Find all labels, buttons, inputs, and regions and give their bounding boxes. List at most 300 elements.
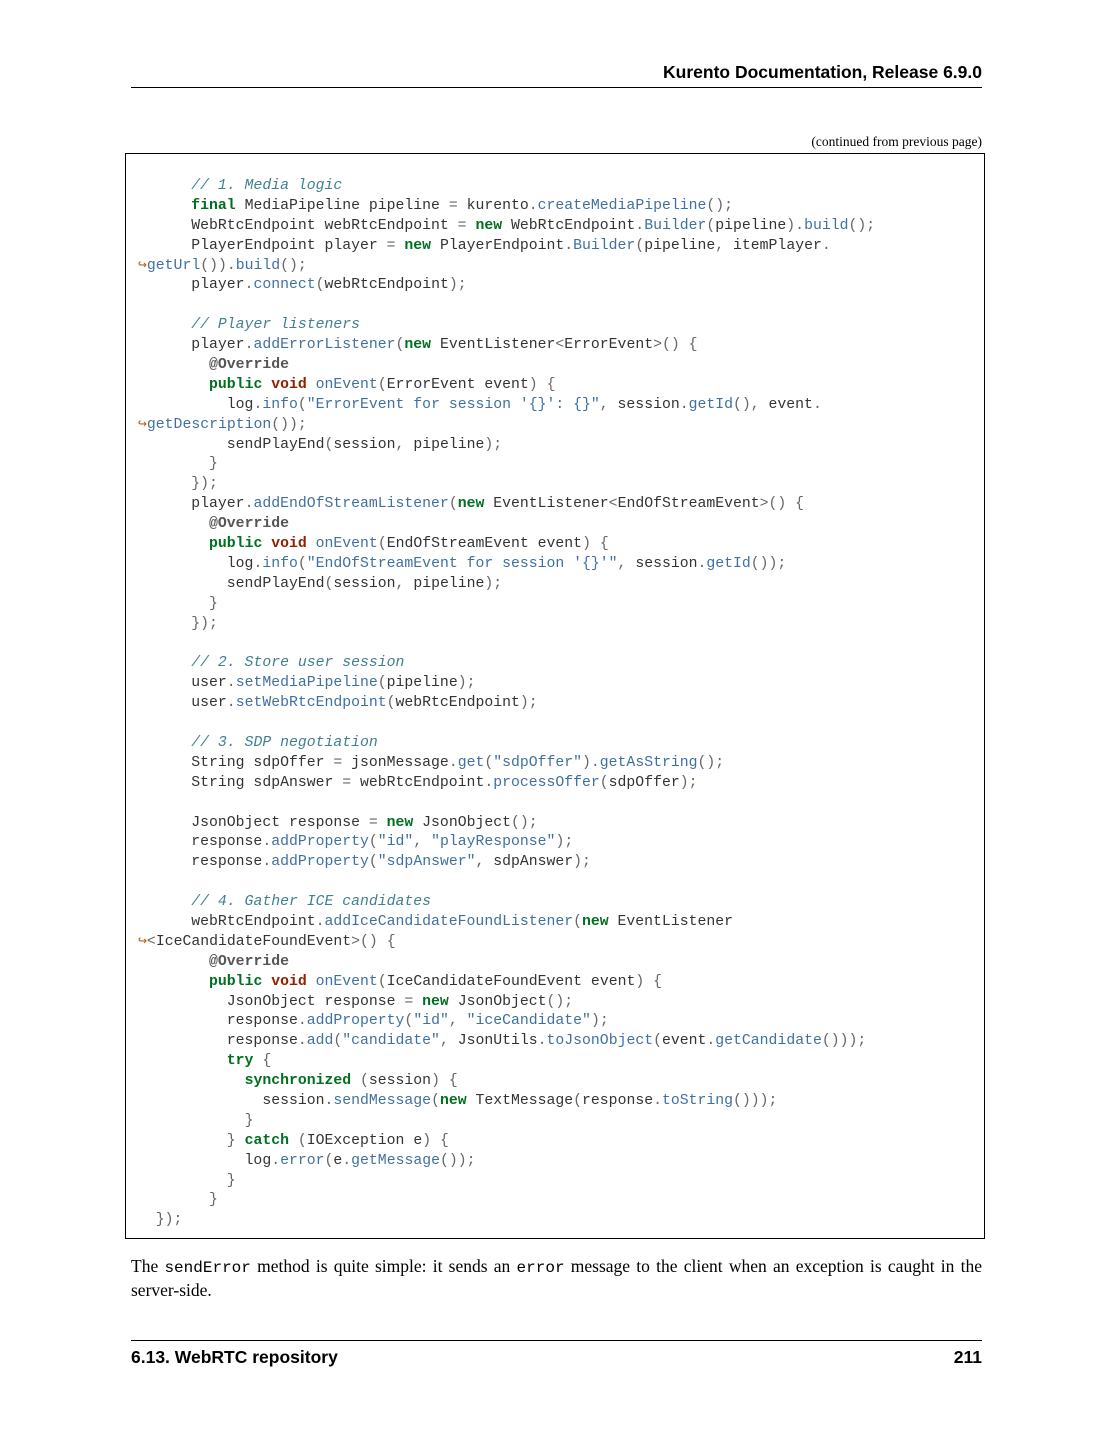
code-token: .: [635, 217, 645, 234]
code-token: get: [457, 754, 485, 771]
code-token: =: [404, 993, 414, 1010]
code-token: (: [404, 1013, 414, 1030]
code-token: .: [528, 197, 538, 214]
code-token: [138, 954, 209, 970]
code-token: });: [155, 1212, 183, 1229]
code-token: [138, 1212, 156, 1228]
code-token: webRtcEndpoint: [395, 695, 520, 712]
code-token: final: [191, 197, 236, 214]
code-line: [138, 774, 875, 794]
code-token: ()));: [821, 1033, 867, 1050]
code-token: public: [209, 536, 263, 553]
code-token: {: [653, 973, 663, 990]
code-line: [138, 595, 875, 615]
code-token: [262, 974, 271, 990]
code-token: sendPlayEnd: [138, 436, 325, 453]
code-token: ();: [546, 993, 574, 1010]
code-token: player: [138, 277, 245, 294]
code-token: (: [573, 1092, 583, 1109]
code-token: response: [582, 1092, 654, 1109]
code-line: [138, 356, 875, 376]
code-token: user: [138, 695, 227, 712]
code-token: response: [138, 834, 263, 851]
code-token: (: [377, 973, 387, 990]
code-token: EndOfStreamEvent: [617, 496, 760, 513]
code-line: [138, 953, 875, 973]
code-token: ).: [786, 217, 805, 234]
code-token: log: [138, 555, 254, 572]
paragraph-text: The: [131, 1256, 165, 1276]
code-token: );: [573, 854, 591, 871]
code-token: addErrorListener: [253, 337, 396, 354]
code-token: jsonMessage: [342, 754, 449, 771]
code-token: toString: [661, 1092, 734, 1109]
code-line: [138, 1132, 875, 1152]
code-token: [138, 1192, 209, 1208]
code-token: void: [271, 376, 307, 393]
code-token: }: [209, 456, 218, 473]
code-token: setWebRtcEndpoint: [235, 695, 387, 712]
code-token: MediaPipeline pipeline: [235, 197, 449, 214]
continued-label: (continued from previous page): [811, 134, 982, 149]
code-token: ,: [448, 1013, 458, 1030]
code-token: }: [209, 1192, 218, 1209]
code-token: // 2. Store user session: [191, 655, 405, 672]
code-token: public: [209, 376, 263, 393]
code-token: ): [431, 1073, 440, 1090]
code-token: event: [661, 1033, 707, 1050]
code-token: });: [191, 615, 218, 632]
code-token: [138, 1133, 227, 1149]
code-token: @Override: [209, 953, 289, 970]
code-token: [378, 934, 387, 950]
code-token: .: [244, 496, 254, 513]
code-token: (: [573, 913, 583, 930]
code-token: }: [226, 1132, 236, 1149]
code-token: synchronized: [244, 1073, 352, 1090]
code-token: ErrorEvent: [564, 337, 654, 354]
code-token: ,: [599, 396, 609, 413]
code-token: session: [333, 575, 396, 592]
code-token: .: [448, 754, 458, 771]
line-continuation-arrow: ↪: [138, 416, 147, 433]
code-line: [138, 1032, 875, 1052]
code-token: String sdpOffer: [138, 754, 334, 771]
code-token: toJsonObject: [546, 1033, 654, 1050]
code-line: [138, 1052, 875, 1072]
code-token: [138, 178, 191, 194]
code-line: [138, 794, 875, 814]
code-token: (: [324, 436, 334, 453]
code-token: webRtcEndpoint: [138, 913, 316, 930]
code-line: [138, 197, 875, 217]
paragraph-text: message to the client when an exception is caught in the server-side.: [131, 1256, 983, 1300]
code-token: getId: [688, 396, 734, 413]
code-token: JsonObject: [413, 814, 511, 831]
code-token: [138, 894, 191, 910]
code-token: (: [368, 834, 378, 851]
code-line: [138, 933, 875, 953]
code-token: (: [386, 695, 396, 712]
code-line: [138, 257, 875, 277]
code-line: [138, 814, 875, 834]
code-token: getDescription: [146, 416, 272, 433]
code-line: [138, 853, 875, 873]
code-token: ,: [395, 575, 405, 592]
code-token: ();: [848, 217, 876, 234]
code-token: .: [315, 913, 325, 930]
code-token: ): [528, 376, 538, 393]
code-token: "playResponse": [431, 834, 556, 851]
code-token: ): [422, 1132, 432, 1149]
code-token: session: [608, 396, 680, 413]
code-token: }: [209, 595, 218, 612]
code-token: );: [590, 1013, 609, 1030]
code-token: getAsString: [599, 754, 698, 771]
code-token: new: [457, 496, 485, 513]
code-token: sendPlayEnd: [138, 575, 325, 592]
code-token: [262, 536, 271, 552]
code-token: onEvent: [315, 376, 378, 393]
code-token: itemPlayer: [724, 237, 822, 254]
page-number: 211: [953, 1347, 982, 1367]
code-token: "sdpAnswer": [377, 854, 476, 871]
code-token: ();: [706, 197, 733, 214]
code-token: ,: [715, 237, 725, 254]
code-token: .: [564, 237, 574, 254]
code-token: response: [138, 1033, 298, 1050]
code-token: catch: [244, 1132, 289, 1149]
code-token: (),: [733, 396, 760, 413]
code-token: (: [484, 754, 494, 771]
code-token: [378, 815, 387, 831]
code-token: ,: [395, 436, 405, 453]
code-token: (: [324, 575, 334, 592]
code-token: (: [706, 217, 716, 234]
code-token: );: [679, 774, 698, 791]
code-token: [680, 337, 689, 353]
code-token: session: [333, 436, 396, 453]
code-token: [307, 974, 316, 990]
code-token: ,: [413, 834, 423, 851]
code-token: );: [484, 436, 503, 453]
code-token: {: [599, 536, 609, 553]
code-token: [138, 198, 191, 214]
code-token: JsonObject: [448, 993, 547, 1010]
code-token: info: [262, 555, 298, 572]
code-token: user: [138, 675, 227, 692]
code-token: [538, 377, 547, 393]
code-token: .: [262, 834, 272, 851]
code-token: [138, 655, 191, 671]
code-token: addProperty: [306, 1013, 405, 1030]
code-token: connect: [253, 277, 316, 294]
code-token: session: [138, 1092, 325, 1109]
code-token: [138, 974, 209, 990]
code-token: ,: [475, 854, 485, 871]
code-line: [138, 714, 875, 734]
code-token: getMessage: [351, 1152, 440, 1169]
code-token: "id": [413, 1013, 449, 1030]
code-token: (: [635, 237, 645, 254]
code-token: (: [360, 1073, 369, 1090]
code-token: .: [812, 396, 822, 413]
code-line: [138, 276, 875, 296]
code-line: [138, 754, 875, 774]
code-token: WebRtcEndpoint webRtcEndpoint: [138, 217, 458, 234]
code-token: addProperty: [271, 854, 369, 871]
code-line: [138, 654, 875, 674]
code-token: new: [404, 337, 432, 354]
code-line: [138, 893, 875, 913]
code-token: new: [404, 237, 432, 254]
code-token: (: [448, 496, 458, 513]
code-token: (: [324, 1152, 334, 1169]
code-token: [591, 536, 600, 552]
code-listing: [138, 177, 875, 1231]
code-token: [413, 994, 422, 1010]
code-token: (: [431, 1092, 440, 1109]
code-token: .: [342, 1152, 352, 1169]
code-token: ();: [280, 257, 307, 274]
code-token: IOException e: [306, 1132, 423, 1149]
code-token: ();: [510, 814, 538, 831]
code-line: [138, 634, 875, 654]
code-token: [138, 616, 191, 632]
code-token: (: [599, 774, 609, 791]
code-line: [138, 316, 875, 336]
code-token: [138, 1113, 245, 1129]
code-token: e: [333, 1152, 343, 1169]
code-token: .: [653, 1092, 662, 1109]
code-token: EventListener: [431, 337, 556, 354]
line-continuation-arrow: ↪: [138, 257, 147, 274]
code-token: {: [386, 933, 396, 950]
code-token: ();: [697, 754, 725, 771]
code-token: .: [226, 695, 236, 712]
code-token: pipeline: [404, 436, 485, 453]
code-token: .: [244, 277, 254, 294]
code-token: JsonObject response: [138, 993, 405, 1010]
code-token: );: [555, 834, 574, 851]
code-token: .: [297, 1013, 307, 1030]
code-line: [138, 416, 875, 436]
code-token: onEvent: [315, 973, 378, 990]
code-token: });: [191, 476, 218, 493]
code-token: // Player listeners: [191, 317, 360, 334]
code-line: [138, 615, 875, 635]
code-line: [138, 455, 875, 475]
code-token: response: [138, 1013, 298, 1030]
code-token: );: [519, 695, 538, 712]
code-token: ()));: [733, 1092, 778, 1109]
code-token: (: [395, 337, 405, 354]
code-token: [644, 974, 653, 990]
line-continuation-arrow: ↪: [138, 933, 147, 950]
code-token: "iceCandidate": [466, 1013, 591, 1030]
code-token: (: [297, 555, 307, 572]
code-token: (: [377, 536, 387, 553]
code-token: ,: [439, 1033, 449, 1050]
code-token: .: [244, 337, 254, 354]
code-line: [138, 973, 875, 993]
code-token: .: [271, 1152, 281, 1169]
inline-code-senderror: sendError: [164, 1259, 251, 1277]
page-header: [131, 62, 982, 88]
code-token: sendMessage: [333, 1092, 432, 1109]
code-line: [138, 1112, 875, 1132]
code-token: player: [138, 337, 245, 354]
code-line: [138, 336, 875, 356]
code-token: =: [333, 754, 343, 771]
code-token: Builder: [573, 237, 636, 254]
code-token: =: [342, 774, 352, 791]
code-token: ): [635, 973, 645, 990]
code-token: addProperty: [271, 834, 369, 851]
code-token: [440, 1073, 449, 1089]
code-token: ).: [582, 754, 600, 771]
code-line: [138, 674, 875, 694]
code-token: .: [537, 1033, 547, 1050]
code-token: getId: [706, 555, 751, 572]
code-token: (: [315, 277, 325, 294]
code-token: EventListener: [608, 913, 733, 930]
code-token: onEvent: [315, 536, 378, 553]
code-token: (: [377, 376, 387, 393]
code-token: TextMessage: [466, 1092, 574, 1109]
code-token: log: [138, 1152, 272, 1169]
code-token: <: [146, 933, 156, 950]
code-token: [307, 536, 316, 552]
paragraph-text: method is quite simple: it sends an: [250, 1256, 517, 1276]
code-token: EventListener: [484, 496, 609, 513]
code-token: {: [546, 376, 556, 393]
code-token: WebRtcEndpoint: [502, 217, 636, 234]
code-line: [138, 833, 875, 853]
code-token: [236, 1133, 245, 1149]
code-token: JsonUtils: [448, 1033, 538, 1050]
code-line: [138, 177, 875, 197]
code-token: [253, 1053, 262, 1069]
code-line: [138, 1092, 875, 1112]
code-token: .: [697, 555, 707, 572]
code-token: build: [804, 217, 849, 234]
code-token: void: [271, 973, 307, 990]
section-title: 6.13. WebRTC repository: [131, 1347, 338, 1367]
code-token: >(): [653, 337, 680, 354]
code-token: player: [138, 496, 245, 513]
code-line: [138, 515, 875, 535]
code-line: [138, 436, 875, 456]
code-token: [138, 1073, 245, 1089]
code-token: addIceCandidateFoundListener: [324, 913, 574, 930]
code-token: "sdpOffer": [493, 754, 583, 771]
code-token: );: [484, 575, 503, 592]
code-token: [138, 735, 191, 751]
code-token: add: [306, 1033, 334, 1050]
code-token: [138, 377, 209, 393]
code-token: [422, 834, 431, 850]
code-token: PlayerEndpoint: [431, 237, 565, 254]
code-line: [138, 575, 875, 595]
code-token: [138, 1053, 227, 1069]
code-token: ): [582, 536, 591, 553]
code-token: pipeline: [404, 575, 485, 592]
code-line: [138, 237, 875, 257]
document-title: Kurento Documentation, Release 6.9.0: [663, 62, 982, 82]
code-token: >(): [351, 933, 378, 950]
code-line: [138, 734, 875, 754]
code-token: (: [333, 1033, 343, 1050]
code-token: String sdpAnswer: [138, 774, 343, 791]
code-token: .: [679, 396, 689, 413]
code-line: [138, 555, 875, 575]
code-line: [138, 993, 875, 1013]
code-token: kurento: [457, 197, 529, 214]
code-token: "EndOfStreamEvent for session '{}'": [306, 555, 618, 572]
code-token: pipeline: [386, 675, 458, 692]
code-token: .: [706, 1033, 716, 1050]
code-token: new: [386, 814, 414, 831]
code-token: {: [688, 337, 698, 354]
code-line: [138, 1012, 875, 1032]
code-token: [138, 596, 209, 612]
code-token: IceCandidateFoundEvent event: [386, 973, 636, 990]
code-token: new: [439, 1092, 467, 1109]
code-token: );: [457, 675, 476, 692]
code-token: addEndOfStreamListener: [253, 496, 449, 513]
code-token: build: [235, 257, 281, 274]
code-token: (: [653, 1033, 662, 1050]
code-line: [138, 1152, 875, 1172]
code-token: processOffer: [493, 774, 600, 791]
code-token: ()).: [200, 257, 236, 274]
code-token: getUrl: [146, 257, 201, 274]
code-token: webRtcEndpoint: [351, 774, 485, 791]
code-token: @Override: [209, 516, 289, 533]
code-token: getCandidate: [715, 1033, 822, 1050]
code-token: =: [386, 237, 396, 254]
code-token: [351, 1073, 360, 1089]
code-line: [138, 475, 875, 495]
code-token: }: [244, 1112, 254, 1129]
code-token: "ErrorEvent for session '{}': {}": [306, 396, 600, 413]
code-token: ());: [271, 416, 307, 433]
code-token: "candidate": [342, 1033, 440, 1050]
code-token: [786, 496, 795, 512]
code-token: PlayerEndpoint player: [138, 237, 387, 254]
code-token: @Override: [209, 357, 289, 374]
code-token: sdpAnswer: [484, 854, 574, 871]
code-token: .: [324, 1092, 334, 1109]
code-token: [458, 1013, 467, 1029]
code-token: createMediaPipeline: [537, 197, 707, 214]
code-token: [307, 377, 316, 393]
code-token: "id": [377, 834, 414, 851]
code-token: info: [262, 396, 298, 413]
code-line: [138, 1172, 875, 1192]
code-line: [138, 1211, 875, 1231]
code-line: [138, 396, 875, 416]
code-token: IceCandidateFoundEvent: [155, 933, 352, 950]
code-token: public: [209, 973, 263, 990]
code-line: [138, 1072, 875, 1092]
code-token: event: [759, 396, 813, 413]
code-token: .: [297, 1033, 307, 1050]
code-token: (: [377, 675, 387, 692]
code-line: [138, 296, 875, 316]
code-token: webRtcEndpoint: [324, 277, 449, 294]
